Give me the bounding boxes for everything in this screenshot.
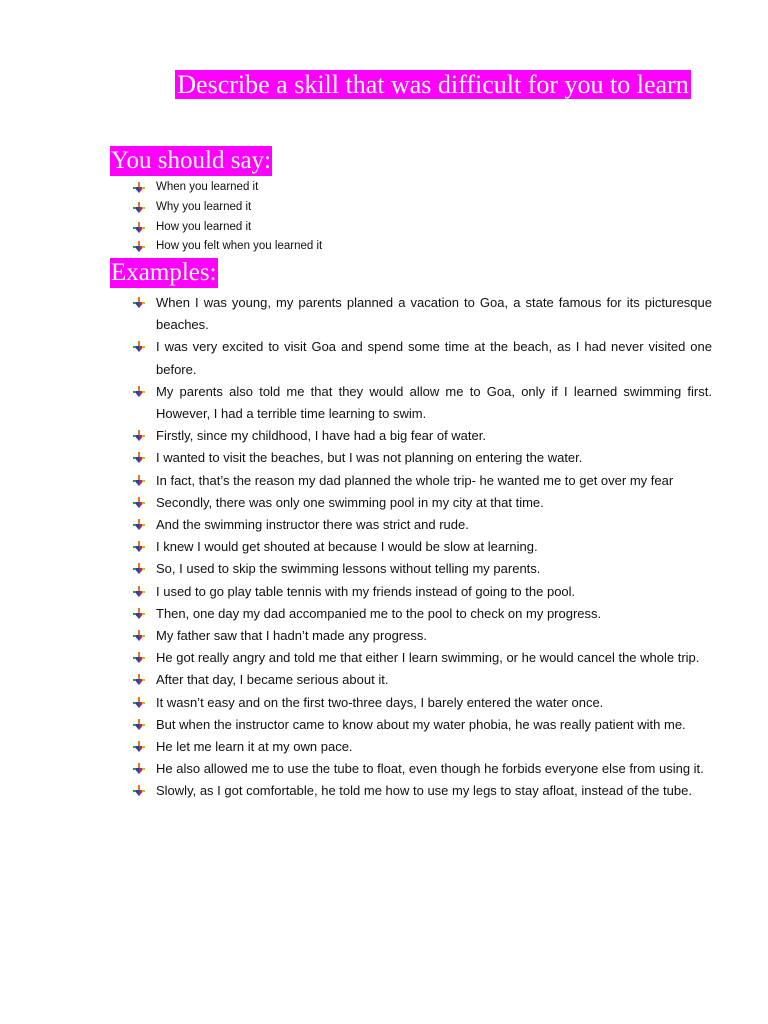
you-should-say-item-text: How you learned it bbox=[156, 220, 252, 233]
arrow-bullet-icon bbox=[133, 222, 145, 234]
you-should-say-item bbox=[130, 218, 712, 238]
you-should-say-item-text: How you felt when you learned it bbox=[156, 240, 323, 253]
example-item bbox=[130, 447, 712, 469]
heading-you-should-say: You should say: bbox=[111, 147, 271, 174]
arrow-bullet-icon bbox=[133, 475, 145, 487]
you-should-say-list bbox=[130, 178, 712, 257]
example-item-text: He got really angry and told me that either I learn swimming, or he would cancel the whole trip. bbox=[156, 650, 700, 666]
example-item-text: He also allowed me to use the tube to float, even though he forbids everyone else from using it. bbox=[156, 761, 704, 777]
document-title bbox=[150, 66, 716, 104]
example-item-text: My parents also told me that they would allow me to Goa, only if I learned swimming first. However, I had a terrible time learning to swim. bbox=[156, 383, 712, 422]
arrow-bullet-icon bbox=[133, 202, 145, 214]
example-item-text: Firstly, since my childhood, I have had a big fear of water. bbox=[156, 428, 486, 444]
you-should-say-item bbox=[130, 198, 712, 218]
arrow-bullet-icon bbox=[133, 297, 145, 309]
arrow-bullet-icon bbox=[133, 652, 145, 664]
example-item bbox=[130, 425, 712, 447]
arrow-bullet-icon bbox=[133, 697, 145, 709]
example-item bbox=[130, 536, 712, 558]
arrow-bullet-icon bbox=[133, 497, 145, 509]
example-item bbox=[130, 581, 712, 603]
arrow-bullet-icon bbox=[133, 341, 145, 353]
you-should-say-item-text: When you learned it bbox=[156, 181, 259, 193]
example-item-text: But when the instructor came to know about my water phobia, he was really patient with me. bbox=[156, 716, 686, 732]
arrow-bullet-icon bbox=[133, 563, 145, 575]
you-should-say-item bbox=[130, 178, 712, 198]
arrow-bullet-icon bbox=[133, 241, 145, 253]
example-item bbox=[130, 558, 712, 580]
example-item bbox=[130, 647, 712, 669]
example-item-text: When I was young, my parents planned a vacation to Goa, a state famous for its picturesque beaches. bbox=[156, 295, 712, 333]
arrow-bullet-icon bbox=[133, 608, 145, 620]
example-item-text: I wanted to visit the beaches, but I was not planning on entering the water. bbox=[156, 450, 583, 466]
arrow-bullet-icon bbox=[133, 452, 145, 464]
examples-list bbox=[130, 292, 712, 803]
example-item-text: I used to go play table tennis with my friends instead of going to the pool. bbox=[156, 583, 576, 599]
arrow-bullet-icon bbox=[133, 386, 145, 398]
example-item-text: After that day, I became serious about it. bbox=[156, 672, 389, 688]
example-item bbox=[130, 492, 712, 514]
example-item-text: And the swimming instructor there was strict and rude. bbox=[156, 517, 469, 533]
arrow-bullet-icon bbox=[133, 763, 145, 775]
arrow-bullet-icon bbox=[133, 630, 145, 642]
example-item bbox=[130, 692, 712, 714]
example-item bbox=[130, 603, 712, 625]
example-item bbox=[130, 336, 712, 380]
example-item-text: Then, one day my dad accompanied me to the pool to check on my progress. bbox=[156, 605, 602, 621]
you-should-say-item-text: Why you learned it bbox=[156, 200, 252, 213]
example-item bbox=[130, 714, 712, 736]
heading-examples: Examples: bbox=[111, 259, 217, 286]
example-item-text: I was very excited to visit Goa and spend some time at the beach, as I had never visited one before. bbox=[156, 339, 712, 377]
example-item-text: In fact, that’s the reason my dad planned the whole trip- he wanted me to get over my fear bbox=[156, 472, 674, 488]
example-item-text: So, I used to skip the swimming lessons without telling my parents. bbox=[156, 561, 541, 577]
arrow-bullet-icon bbox=[133, 741, 145, 753]
example-item bbox=[130, 780, 712, 802]
document-title-text: Describe a skill that was difficult for you to learn bbox=[177, 70, 689, 99]
example-item bbox=[130, 625, 712, 647]
example-item bbox=[130, 758, 712, 780]
example-item-text: Slowly, as I got comfortable, he told me how to use my legs to stay afloat, instead of the tube. bbox=[156, 783, 692, 799]
you-should-say-item bbox=[130, 237, 712, 257]
example-item bbox=[130, 381, 712, 425]
example-item-text: He let me learn it at my own pace. bbox=[156, 739, 353, 755]
arrow-bullet-icon bbox=[133, 586, 145, 598]
example-item-text: Secondly, there was only one swimming pool in my city at that time. bbox=[156, 494, 544, 510]
arrow-bullet-icon bbox=[133, 430, 145, 442]
example-item-text: My father saw that I hadn’t made any progress. bbox=[156, 628, 427, 644]
arrow-bullet-icon bbox=[133, 541, 145, 553]
arrow-bullet-icon bbox=[133, 674, 145, 686]
example-item bbox=[130, 292, 712, 336]
example-item-text: I knew I would get shouted at because I would be slow at learning. bbox=[156, 539, 538, 555]
example-item-text: It wasn’t easy and on the first two-three days, I barely entered the water once. bbox=[156, 694, 604, 710]
example-item bbox=[130, 669, 712, 691]
arrow-bullet-icon bbox=[133, 519, 145, 531]
example-item bbox=[130, 514, 712, 536]
example-item bbox=[130, 470, 712, 492]
example-item bbox=[130, 736, 712, 758]
arrow-bullet-icon bbox=[133, 182, 145, 194]
arrow-bullet-icon bbox=[133, 719, 145, 731]
arrow-bullet-icon bbox=[133, 785, 145, 797]
